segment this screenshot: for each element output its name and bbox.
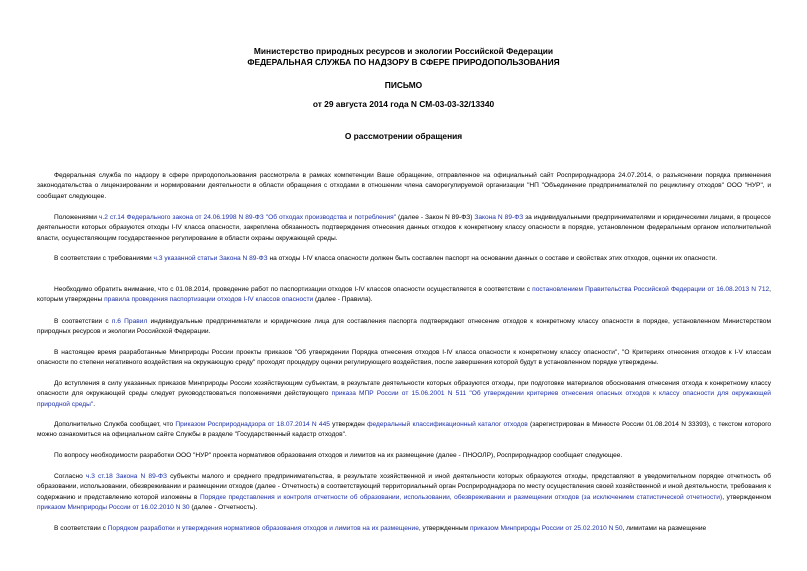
paragraph-text: индивидуальные предприниматели и юридические лица для составления паспорта подтверждают отнесение отходов к конкретному классу опасности в порядке, установленном Министерством природных ресурсов и экологии Российской Федерации. [37,318,771,336]
document-link[interactable]: приказом Минприроды России от 16.02.2010 N 30 [37,504,190,512]
document-link[interactable]: ч.3 ст.18 Закона N 89-ФЗ [85,473,167,480]
paragraph-text: . [93,400,96,408]
paragraph-text: (далее - Закон N 89-ФЗ) [396,214,475,221]
paragraph-text: , утвержденным [418,525,470,532]
document-link[interactable]: приказом Минприроды России от 25.02.2010 N 50 [469,525,623,532]
paragraph-1 [37,171,771,202]
document-link[interactable]: приказа МПР России от 15.06.2001 N 511 "Об утверждении критериев отнесения опасных отходов к классу опасности для окружающей природной среды" [37,390,771,408]
paragraph-text: Федеральная служба по надзору в сфере природопользования рассмотрела в рамках компетенции Ваше обращение, отправленное на официальный сайт Росприроднадзора 24.07.2014, о разъяснении порядка применения законодательства о лицензировании и нормировании деятельности в области обращения с отходами в отношении члена саморегулируемой организации "НП "Объединение предпринимателей по рециклингу отходов" ООО "НУР", и сообщает следующее. [37,172,771,200]
paragraph-text: , которым утверждены [37,286,771,304]
paragraph-9 [37,451,771,461]
document-link[interactable]: правила проведения паспортизации отходов I-IV классов опасности [104,296,314,304]
paragraph-10 [37,472,771,514]
paragraph-text: Дополнительно Служба сообщает, что [54,421,176,428]
paragraph-text: за индивидуальными предпринимателями и юридическими лицами, в процессе деятельности которых образуются отходы I-IV класса опасности, закреплена обязанность подтверждения отнесения данных отходов к конкретному классу опасности в порядке, установленном федеральным органом исполнительной власти, осуществляющим государственное регулирование в области охраны окружающей среды. [37,214,771,242]
paragraph-text: До вступления в силу указанных приказов Минприроды России хозяйствующим субъектам, в результате деятельности которых образуются отходы, при подготовке материалов обоснования отнесения отхода к конкретному классу опасности для окружающей среды следует руководствоваться положениями действующего [37,380,771,398]
ministry-name: Министерство природных ресурсов и экологии Российской Федерации [253,46,554,56]
paragraph-text: Необходимо обратить внимание, что с 01.08.2014, проведение работ по паспортизации отходов I-IV классов опасности осуществляется в соответствии с [54,286,533,293]
paragraph-4 [37,285,771,306]
paragraph-text: В соответствии с [54,318,112,325]
paragraph-7 [37,379,771,410]
paragraph-text: По вопросу необходимости разработки ООО "НУР" проекта нормативов образования отходов и лимитов на их размещение (далее - ПНООЛР), Росприроднадзор сообщает следующее. [54,452,623,459]
service-name: ФЕДЕРАЛЬНАЯ СЛУЖБА ПО НАДЗОРУ В СФЕРЕ ПРИРОДОПОЛЬЗОВАНИЯ [247,57,560,67]
paragraph-text: В соответствии с [54,525,108,532]
document-link[interactable]: ч.3 указанной статьи Закона N 89-ФЗ [153,255,268,262]
document-link[interactable]: п.6 Правил [111,318,148,325]
paragraph-text: (далее - Правила). [313,296,373,304]
paragraph-text: субъекты малого и среднего предпринимательства, в результате хозяйственной и иной деятельности которых образуются отходы, представляют в уведомительном порядке отчетность об образовании, использовании, обезвреживании и размещении отходов (далее - Отчетность) в соответствующий территориальный орган Росприроднадзора по месту осуществления своей хозяйственной и иной деятельности, требования к содержанию и представлению которой изложены в [37,473,772,501]
document-link[interactable]: федеральный классификационный каталог отходов [367,421,528,428]
paragraph-8 [37,420,771,441]
document-link[interactable]: постановлением Правительства Российской Федерации от 16.08.2013 N 712 [532,286,770,293]
paragraph-text: утвержден [329,421,368,428]
paragraph-3 [37,254,771,264]
paragraph-text: (далее - Отчетность). [189,504,258,512]
document-link[interactable]: Закона N 89-ФЗ [474,214,524,221]
document-subject: О рассмотрении обращения [344,131,463,141]
paragraph-6 [37,348,771,369]
paragraph-text: В настоящее время разработанные Минприроды России проекты приказов "Об утверждении Порядка отнесения отходов I-IV класса опасности к конкретному классу опасности", "О Критериях отнесения отходов к I-V классам опасности по степени негативного воздействия на окружающую среду" проходят процедуру оценки регулирующего воздействия, после завершения которой будут в установленном порядке утверждены. [37,349,771,367]
document-link[interactable]: Порядке представления и контроля отчетности об образовании, использовании, обезвреживании и размещении отходов (за исключением статистической отчетности) [199,493,723,501]
paragraph-text: (зарегистрирован в Минюсте России 01.08.2014 N 33393), с текстом которого можно ознакомиться на официальном сайте Службы в разделе "Государственный кадастр отходов". [37,421,771,439]
paragraph-5 [37,317,771,338]
document-link[interactable]: ч.2 ст.14 Федерального закона от 24.06.1998 N 89-ФЗ "Об отходах производства и потребления" [98,214,397,221]
document-link[interactable]: Приказом Росприроднадзора от 18.07.2014 N 445 [175,421,330,428]
paragraph-text: , лимитами на размещение [622,525,707,532]
letter-header [0,46,807,68]
paragraph-text: на отходы I-IV класса опасности должен быть составлен паспорт на основании данных о составе и свойствах этих отходов, оценки их опасности. [267,255,718,262]
paragraph-text: Положениями [54,214,99,221]
paragraph-text: Согласно [54,473,86,480]
document-date-number: от 29 августа 2014 года N СМ-03-03-32/13340 [312,99,495,109]
paragraph-2 [37,213,771,244]
document-link[interactable]: Порядком разработки и утверждения нормативов образования отходов и лимитов на их размещение [107,525,419,532]
paragraph-text: , утвержденном [722,493,771,501]
document-type: ПИСЬМО [384,80,423,90]
paragraph-text: В соответствии с требованиями [54,255,154,262]
paragraph-11 [37,524,771,534]
